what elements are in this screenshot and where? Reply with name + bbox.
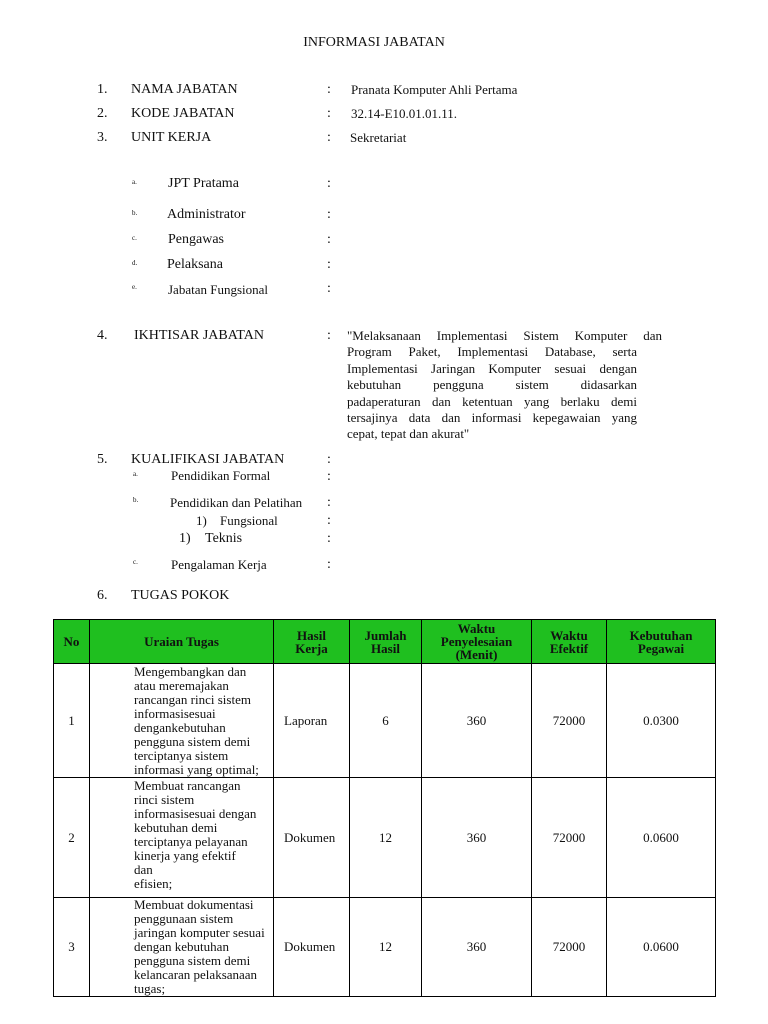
task-line: informasisesuai dengan bbox=[134, 806, 257, 821]
field-colon: : bbox=[327, 82, 331, 97]
field-number: 1. bbox=[97, 82, 108, 97]
cell-effective: 72000 bbox=[532, 664, 607, 778]
cell-time: 360 bbox=[422, 664, 532, 778]
task-line: Membuat dokumentasi bbox=[134, 897, 254, 912]
header-amount bbox=[350, 620, 422, 664]
cell-effective: 72000 bbox=[532, 898, 607, 997]
table-row bbox=[54, 778, 716, 898]
field-label: KODE JABATAN bbox=[131, 106, 235, 121]
cell-need: 0.0600 bbox=[607, 778, 716, 898]
table-row bbox=[54, 898, 716, 997]
sub-label: JPT Pratama bbox=[168, 176, 239, 191]
sub-label: Jabatan Fungsional bbox=[168, 282, 269, 297]
cell-no: 1 bbox=[54, 664, 90, 778]
header-no: No bbox=[54, 620, 90, 664]
task-line: kinerja yang efektif bbox=[134, 848, 236, 863]
duties-table bbox=[53, 619, 716, 997]
task-line: rinci sistem bbox=[134, 792, 195, 807]
cell-effective: 72000 bbox=[532, 778, 607, 898]
qual-colon: : bbox=[327, 495, 331, 510]
task-line: pengguna sistem demi bbox=[134, 953, 251, 968]
header-line: Hasil bbox=[297, 627, 326, 643]
summary-line: "Melaksanaan Implementasi Sistem Komputer dan bbox=[347, 328, 662, 343]
section-label: TUGAS POKOK bbox=[131, 588, 230, 603]
training-label: Teknis bbox=[205, 531, 243, 546]
cell-need: 0.0300 bbox=[607, 664, 716, 778]
section-number: 4. bbox=[97, 328, 108, 343]
header-line: Penyelesaian bbox=[440, 634, 513, 649]
task-line: efisien; bbox=[134, 876, 173, 891]
sub-letter: d. bbox=[132, 259, 138, 267]
training-number: 1) bbox=[196, 513, 207, 528]
task-line: rancangan rinci sistem bbox=[134, 692, 251, 707]
field-number: 2. bbox=[97, 106, 108, 121]
cell-amount: 6 bbox=[350, 664, 422, 778]
qual-label: Pendidikan Formal bbox=[171, 468, 271, 483]
sub-letter: a. bbox=[132, 178, 137, 186]
sub-colon: : bbox=[327, 232, 331, 247]
cell-result: Dokumen bbox=[274, 778, 350, 898]
header-line: Kebutuhan bbox=[629, 627, 693, 643]
task-line: terciptanya sistem bbox=[134, 748, 229, 763]
task-line: jaringan komputer sesuai bbox=[134, 925, 265, 940]
sub-letter: e. bbox=[132, 283, 137, 291]
field-colon: : bbox=[327, 130, 331, 145]
field-label: UNIT KERJA bbox=[131, 130, 212, 145]
field-value: 32.14-E10.01.01.11. bbox=[351, 106, 458, 121]
cell-time: 360 bbox=[422, 778, 532, 898]
qual-label: Pendidikan dan Pelatihan bbox=[170, 495, 303, 510]
field-value: Pranata Komputer Ahli Pertama bbox=[351, 82, 518, 97]
sub-letter: b. bbox=[132, 209, 138, 217]
task-line: informasisesuai bbox=[134, 706, 216, 721]
section-label: IKHTISAR JABATAN bbox=[134, 328, 264, 343]
sub-colon: : bbox=[327, 176, 331, 191]
header-result bbox=[274, 620, 350, 664]
summary-line: padaperaturan dan ketentuan yang berlaku demi bbox=[347, 393, 637, 409]
qual-letter: c. bbox=[133, 558, 138, 566]
qual-colon: : bbox=[327, 557, 331, 572]
task-line: terciptanya pelayanan bbox=[134, 834, 248, 849]
qual-letter: a. bbox=[133, 470, 138, 478]
section-colon: : bbox=[327, 452, 331, 467]
header-time bbox=[422, 620, 532, 664]
cell-task bbox=[90, 898, 274, 997]
cell-no: 2 bbox=[54, 778, 90, 898]
field-label: NAMA JABATAN bbox=[131, 82, 238, 97]
section-colon: : bbox=[327, 328, 331, 343]
task-line: informasi yang optimal; bbox=[134, 762, 259, 777]
task-line: dengankebutuhan bbox=[134, 720, 226, 735]
sub-label: Pengawas bbox=[168, 232, 224, 247]
header-effective bbox=[532, 620, 607, 664]
field-number: 3. bbox=[97, 130, 108, 145]
header-line: Kerja bbox=[295, 640, 328, 656]
header-line: (Menit) bbox=[455, 647, 498, 662]
sub-label: Administrator bbox=[167, 207, 246, 222]
task-line: pengguna sistem demi bbox=[134, 734, 251, 749]
cell-amount: 12 bbox=[350, 778, 422, 898]
header-line: Waktu bbox=[550, 627, 588, 643]
task-line: atau meremajakan bbox=[134, 678, 229, 693]
sub-colon: : bbox=[327, 281, 331, 296]
header-line: Pegawai bbox=[637, 640, 685, 656]
section-number: 6. bbox=[97, 588, 108, 603]
header-task: Uraian Tugas bbox=[90, 620, 274, 664]
task-line: Mengembangkan dan bbox=[134, 664, 247, 679]
cell-need: 0.0600 bbox=[607, 898, 716, 997]
summary-line: Program Paket, Implementasi Database, serta bbox=[347, 344, 637, 360]
header-need bbox=[607, 620, 716, 664]
cell-no: 3 bbox=[54, 898, 90, 997]
sub-letter: c. bbox=[132, 234, 137, 242]
task-line: dengan kebutuhan bbox=[134, 939, 229, 954]
task-line: penggunaan sistem bbox=[134, 911, 234, 926]
cell-task bbox=[90, 778, 274, 898]
header-line: Waktu bbox=[457, 621, 496, 636]
cell-amount: 12 bbox=[350, 898, 422, 997]
sub-colon: : bbox=[327, 207, 331, 222]
cell-result: Dokumen bbox=[274, 898, 350, 997]
task-line: tugas; bbox=[134, 981, 166, 996]
job-summary-text bbox=[347, 328, 662, 443]
task-line: kebutuhan demi bbox=[134, 820, 218, 835]
training-colon: : bbox=[327, 513, 331, 528]
header-line: Hasil bbox=[371, 640, 400, 656]
summary-line: cepat, tepat dan akurat" bbox=[347, 426, 470, 442]
field-value: Sekretariat bbox=[350, 130, 407, 145]
qual-label: Pengalaman Kerja bbox=[171, 557, 267, 572]
section-label: KUALIFIKASI JABATAN bbox=[131, 452, 285, 467]
qual-colon: : bbox=[327, 469, 331, 484]
cell-task bbox=[90, 664, 274, 778]
cell-time: 360 bbox=[422, 898, 532, 997]
header-line: Jumlah bbox=[364, 627, 407, 643]
summary-line: tersajinya data dan informasi kepegawaian yang bbox=[347, 410, 637, 426]
task-line: Membuat rancangan bbox=[134, 778, 241, 793]
sub-label: Pelaksana bbox=[167, 257, 223, 272]
header-line: Efektif bbox=[549, 640, 589, 656]
sub-colon: : bbox=[327, 257, 331, 272]
table-header-row bbox=[54, 620, 716, 664]
task-line: kelancaran pelaksanaan bbox=[134, 967, 258, 982]
section-number: 5. bbox=[97, 452, 108, 467]
cell-result: Laporan bbox=[274, 664, 350, 778]
summary-line: kebutuhan pengguna sistem didasarkan bbox=[347, 377, 637, 393]
field-colon: : bbox=[327, 106, 331, 121]
qual-letter: b. bbox=[133, 496, 139, 504]
training-number: 1) bbox=[179, 531, 191, 546]
task-line: dan bbox=[134, 862, 153, 877]
training-label: Fungsional bbox=[220, 513, 278, 528]
table-row bbox=[54, 664, 716, 778]
summary-line: Implementasi Jaringan Komputer sesuai dengan bbox=[347, 360, 637, 376]
training-colon: : bbox=[327, 531, 331, 546]
document-title: INFORMASI JABATAN bbox=[303, 35, 445, 50]
